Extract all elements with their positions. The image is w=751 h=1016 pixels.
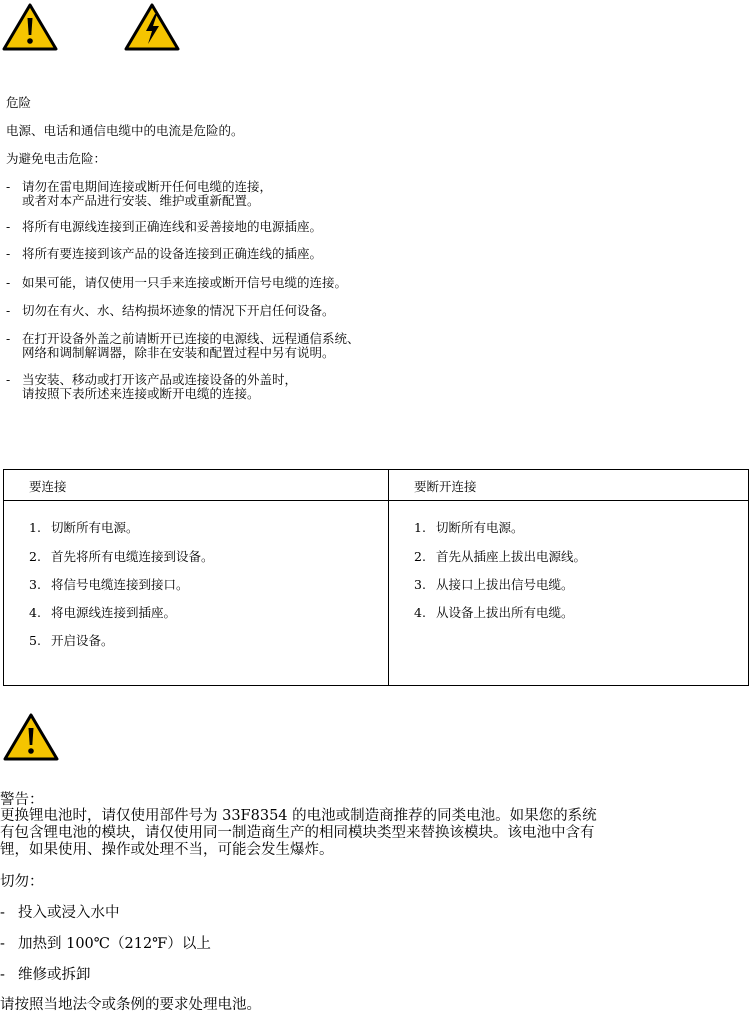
connect-column-header: 要连接: [29, 479, 67, 494]
exclamation-dot-shape: [27, 38, 33, 44]
list-item: [0, 904, 751, 922]
step-number: 4.: [29, 605, 41, 620]
step-number: 3.: [29, 577, 41, 592]
electrical-shock-icon: [124, 3, 180, 51]
disconnect-step: [414, 605, 574, 620]
list-item-text: 投入或浸入水中: [18, 905, 120, 921]
disconnect-step: [414, 577, 574, 592]
table-header-divider: [4, 500, 748, 501]
step-text: 切断所有电源。: [436, 520, 524, 535]
step-text: 将电源线连接到插座。: [51, 605, 177, 620]
exclamation-dot-shape: [28, 748, 34, 754]
caution-dispose-text: 请按照当地法令或条例的要求处理电池。: [0, 997, 261, 1013]
list-item-line: 在打开设备外盖之前请断开已连接的电源线、远程通信系统、: [22, 331, 360, 346]
list-item-line: 将所有电源线连接到正确连线和妥善接地的电源插座。: [22, 219, 323, 234]
warning-icon: [2, 3, 58, 51]
step-text: 首先将所有电缆连接到设备。: [51, 549, 214, 564]
disconnect-step: [414, 520, 524, 535]
step-text: 将信号电缆连接到接口。: [51, 577, 189, 592]
caution-title: 警告：: [0, 792, 44, 808]
list-item: [0, 219, 751, 235]
danger-title: 危险: [6, 95, 32, 110]
list-item: [0, 246, 751, 262]
list-item: [0, 966, 751, 984]
step-number: 4.: [414, 605, 426, 620]
list-item-line: 切勿在有火、水、结构损坏迹象的情况下开启任何设备。: [22, 303, 335, 318]
list-item: [0, 303, 751, 319]
caution-dash-list: [0, 904, 751, 984]
step-number: 3.: [414, 577, 426, 592]
caution-text-line: 有包含锂电池的模块，请仅使用同一制造商生产的相同模块类型来替换该模块。该电池中含有: [0, 825, 595, 841]
caution-donot-heading: 切勿：: [0, 874, 44, 890]
connect-step: [29, 549, 214, 564]
disconnect-step: [414, 549, 586, 564]
danger-intro: 电源、电话和通信电缆中的电流是危险的。: [6, 123, 244, 138]
bullet-dash: -: [6, 219, 11, 234]
list-item-line: 当安装、移动或打开该产品或连接设备的外盖时，: [22, 372, 298, 387]
danger-bullet-list: [0, 179, 751, 419]
caution-text-line: 更换锂电池时，请仅使用部件号为 33F8354 的电池或制造商推荐的同类电池。如果您的系统: [0, 808, 597, 824]
list-item: [0, 179, 751, 211]
connect-step: [29, 633, 114, 648]
list-item: [0, 935, 751, 953]
caution-warning-icon: [3, 713, 59, 761]
list-item-text: 加热到 100℃（212℉）以上: [18, 936, 211, 952]
bullet-dash: -: [6, 275, 11, 290]
step-number: 2.: [414, 549, 426, 564]
step-text: 首先从插座上拔出电源线。: [436, 549, 587, 564]
step-text: 从接口上拔出信号电缆。: [436, 577, 574, 592]
bullet-dash: -: [6, 179, 11, 194]
list-item: [0, 372, 751, 404]
bullet-dash: -: [6, 246, 11, 261]
list-item-text: 维修或拆卸: [18, 967, 91, 983]
list-item-line: 请按照下表所述来连接或断开电缆的连接。: [22, 386, 260, 401]
bullet-dash: -: [0, 967, 5, 983]
connect-disconnect-table: [3, 469, 749, 686]
step-number: 1.: [29, 520, 41, 535]
step-number: 1.: [414, 520, 426, 535]
step-text: 从设备上拔出所有电缆。: [436, 605, 574, 620]
step-number: 2.: [29, 549, 41, 564]
bullet-dash: -: [0, 936, 5, 952]
list-item-line: 请勿在雷电期间连接或断开任何电缆的连接，: [22, 179, 273, 194]
connect-step: [29, 605, 176, 620]
list-item-line: 或者对本产品进行安装、维护或重新配置。: [22, 193, 260, 208]
list-item-line: 网络和调制解调器，除非在安装和配置过程中另有说明。: [22, 345, 335, 360]
connect-step: [29, 520, 139, 535]
list-item: [0, 331, 751, 363]
disconnect-column-header: 要断开连接: [414, 479, 477, 494]
step-text: 开启设备。: [51, 633, 114, 648]
list-item: [0, 275, 751, 291]
bullet-dash: -: [6, 372, 11, 387]
danger-avoid-heading: 为避免电击危险：: [6, 151, 107, 166]
caution-text-line: 锂，如果使用、操作或处理不当，可能会发生爆炸。: [0, 842, 334, 858]
bullet-dash: -: [0, 905, 5, 921]
bullet-dash: -: [6, 303, 11, 318]
connect-step: [29, 577, 189, 592]
bullet-dash: -: [6, 331, 11, 346]
list-item-line: 将所有要连接到该产品的设备连接到正确连线的插座。: [22, 246, 323, 261]
list-item-line: 如果可能，请仅使用一只手来连接或断开信号电缆的连接。: [22, 275, 348, 290]
step-number: 5.: [29, 633, 41, 648]
step-text: 切断所有电源。: [51, 520, 139, 535]
table-column-divider: [388, 470, 389, 685]
